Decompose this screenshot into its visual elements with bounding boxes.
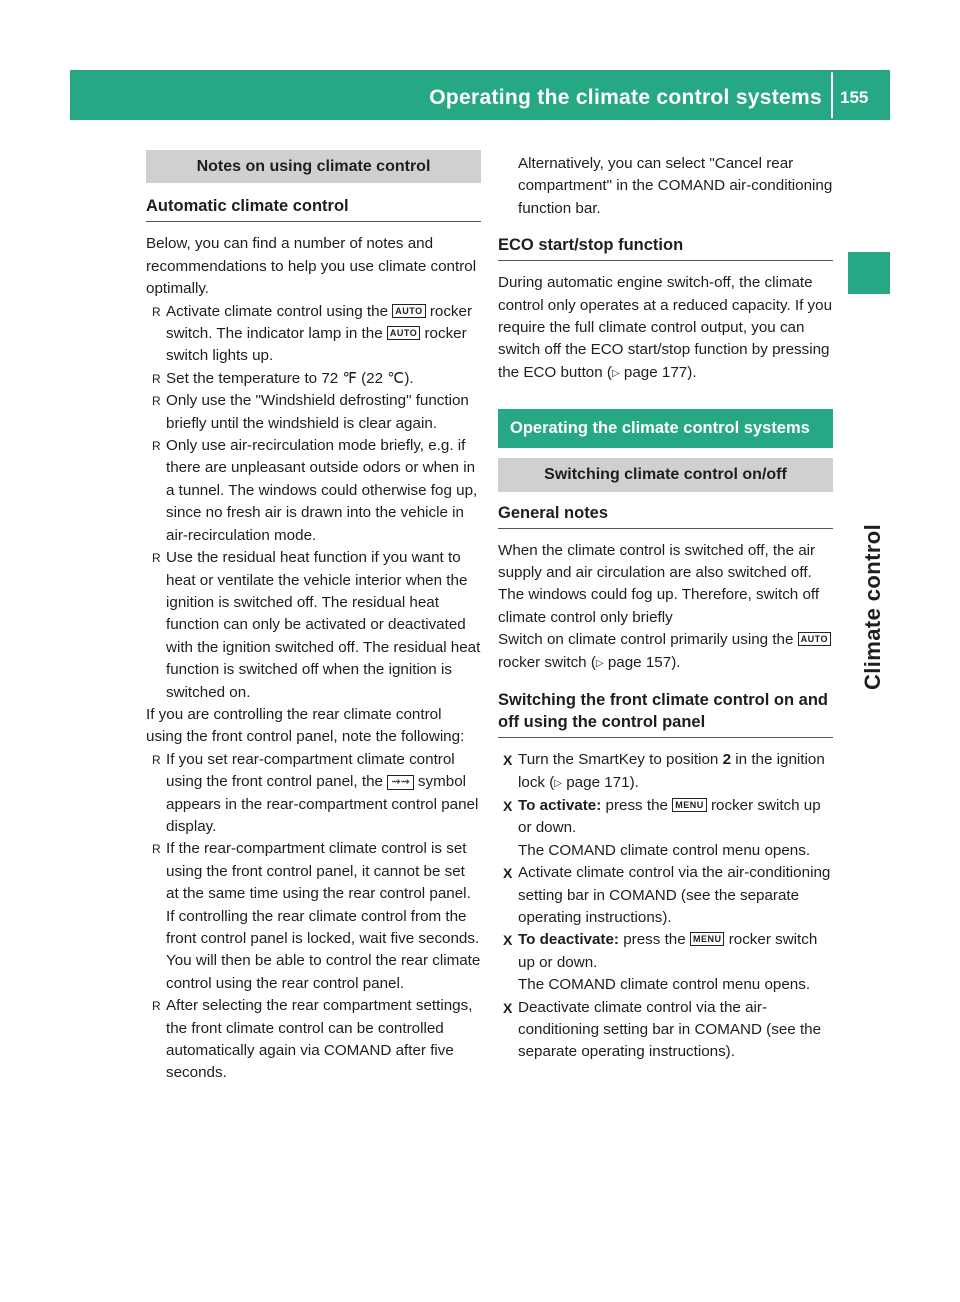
page-ref-icon: ▷ <box>611 367 620 379</box>
section-title: Notes on using climate control <box>146 150 481 183</box>
general-text-2: Switch on climate control primarily using the AUTO rocker switch (▷ page 157). <box>498 629 833 675</box>
step-result: The COMAND climate control menu opens. <box>518 841 811 859</box>
bullet-icon: R <box>152 999 161 1014</box>
step-item: X Turn the SmartKey to position 2 in the ignition lock (▷ page 171). <box>503 751 825 791</box>
page-link[interactable]: page 157 <box>607 653 672 671</box>
step-item: X To deactivate: press the MENU rocker switch up or down. The COMAND climate control menu opens. <box>498 929 833 996</box>
list-item: R Only use air-recirculation mode briefly, e.g. if there are unpleasant outside odors or when in a tunnel. The windows could otherwise fog up, since no fresh air is drawn into the vehicle in air-recirculation mode. <box>152 437 478 544</box>
rear-climate-icon: ⇝⇝ <box>387 775 413 790</box>
step-icon: X <box>503 932 513 949</box>
eco-text: During automatic engine switch-off, the climate control only operates at a reduced capacity. If you require the full climate control output, you can switch off the ECO start/stop function by pressing the ECO button (▷ page 177). <box>498 274 833 381</box>
header-divider <box>831 72 833 118</box>
subheading-automatic: Automatic climate control <box>146 195 481 222</box>
bullet-icon: R <box>152 439 161 454</box>
step-result: The COMAND climate control menu opens. <box>518 976 811 994</box>
bullet-icon: R <box>152 371 161 386</box>
step-icon: X <box>503 865 513 882</box>
page-title: Operating the climate control systems <box>429 86 822 109</box>
list-item: R If the rear-compartment climate control is set using the front control panel, it cannot be set at the same time using the rear control panel. If controlling the rear climate control from the front control panel is locked, wait five seconds. You will then be able to control the rear climate control using the rear control panel. <box>152 840 481 992</box>
section-heading-operating: Operating the climate control systems <box>498 409 833 448</box>
page-ref-icon: ▷ <box>554 777 562 789</box>
subheading-eco: ECO start/stop function <box>498 234 833 261</box>
rear-intro: If you are controlling the rear climate control using the front control panel, note the following: <box>146 705 465 746</box>
general-text: When the climate control is switched off, the air supply and air circulation are also switched off. The windows could fog up. Therefore, switch off climate control only briefly <box>498 541 820 626</box>
side-tab-marker <box>848 252 890 294</box>
step-item: X Activate climate control via the air-conditioning setting bar in COMAND (see the separate operating instructions). <box>503 864 831 926</box>
right-column <box>498 153 833 1064</box>
bullet-icon: R <box>152 394 161 409</box>
left-column <box>146 150 481 1085</box>
bullet-icon: R <box>152 842 161 857</box>
page-number: 155 <box>840 88 869 107</box>
step-item: X To activate: press the MENU rocker switch up or down. The COMAND climate control menu opens. <box>498 795 833 862</box>
step-item: X Deactivate climate control via the air-conditioning setting bar in COMAND (see the separate operating instructions). <box>503 998 822 1061</box>
bullet-icon: R <box>152 304 161 319</box>
auto-icon: AUTO <box>387 326 420 340</box>
list-item: R After selecting the rear compartment settings, the front climate control can be controlled automatically again via COMAND after five seconds. <box>152 997 473 1082</box>
continued-text: Alternatively, you can select "Cancel rear compartment" in the COMAND air-conditioning function bar. <box>518 155 833 217</box>
subheading-front-control: Switching the front climate control on and off using the control panel <box>498 689 833 738</box>
list-item: R If you set rear-compartment climate control using the front control panel, the ⇝⇝ symbol appears in the rear-compartment control panel display. <box>152 750 479 835</box>
page-ref-icon: ▷ <box>595 657 604 669</box>
page-link[interactable]: page 177 <box>623 363 688 381</box>
menu-icon: MENU <box>672 798 707 812</box>
step-icon: X <box>503 752 513 769</box>
step-icon: X <box>503 999 513 1016</box>
auto-icon: AUTO <box>798 632 831 646</box>
list-item: R Activate climate control using the AUTO rocker switch. The indicator lamp in the AUTO rocker switch lights up. <box>152 302 473 365</box>
list-item: R Only use the "Windshield defrosting" function briefly until the windshield is clear again. <box>152 392 469 432</box>
intro-text: Below, you can find a number of notes and recommendations to help you use climate control optimally. <box>146 235 477 298</box>
menu-icon: MENU <box>690 932 725 946</box>
bullet-icon: R <box>152 551 161 566</box>
page-link[interactable]: page 171 <box>566 773 630 791</box>
list-item: R Set the temperature to 72 ℉ (22 ℃). <box>146 368 481 390</box>
bullet-icon: R <box>152 752 161 767</box>
side-tab-label: Climate control <box>860 523 885 690</box>
section-heading-switching: Switching climate control on/off <box>498 458 833 491</box>
subheading-general: General notes <box>498 502 833 529</box>
auto-icon: AUTO <box>392 304 425 318</box>
list-item: R Use the residual heat function if you want to heat or ventilate the vehicle interior when the ignition is switched off. The residual heat function can only be activated or deactivated with the ignition switched off. The residual heat function is switched off when the ignition is switched on. <box>152 549 481 701</box>
step-icon: X <box>503 797 513 814</box>
